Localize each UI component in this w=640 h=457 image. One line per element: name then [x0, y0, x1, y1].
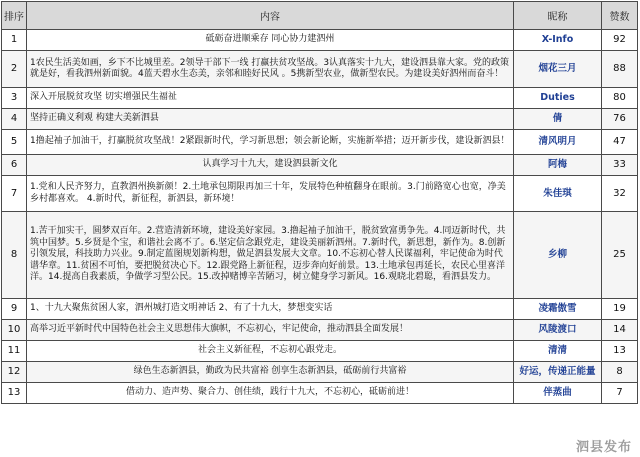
- table-row: [2, 362, 638, 383]
- row-content: 高举习近平新时代中国特色社会主义思想伟大旗帜，不忘初心，牢记使命，推动泗县全面发展！: [27, 320, 514, 341]
- row-votes: 80: [602, 88, 638, 109]
- row-rank: 4: [2, 109, 27, 130]
- table-row: [2, 341, 638, 362]
- row-votes: 33: [602, 155, 638, 176]
- table-row: [2, 299, 638, 320]
- row-nickname: 倩: [514, 109, 602, 130]
- row-content: 借动力、造声势、聚合力、创佳绩，践行十九大，不忘初心，砥砺前进！: [27, 383, 514, 404]
- header-rank: 排序: [2, 2, 27, 30]
- row-content: 1、十九大聚焦贫困人家，泗州城打造文明神话 2、有了十九大，梦想变实话: [27, 299, 514, 320]
- row-rank: 12: [2, 362, 27, 383]
- row-rank: 3: [2, 88, 27, 109]
- row-votes: 76: [602, 109, 638, 130]
- row-content: 社会主义新征程，不忘初心跟党走。: [27, 341, 514, 362]
- row-nickname: 凌霜傲雪: [514, 299, 602, 320]
- table-row: [2, 212, 638, 299]
- row-rank: 1: [2, 30, 27, 51]
- table-row: [2, 109, 638, 130]
- row-votes: 32: [602, 176, 638, 212]
- row-nickname: 阿梅: [514, 155, 602, 176]
- row-rank: 2: [2, 51, 27, 88]
- row-rank: 9: [2, 299, 27, 320]
- header-content: 内容: [27, 2, 514, 30]
- row-rank: 11: [2, 341, 27, 362]
- row-votes: 8: [602, 362, 638, 383]
- table-row: [2, 155, 638, 176]
- row-content: 认真学习十九大，建设泗县新文化: [27, 155, 514, 176]
- header-votes: 赞数: [602, 2, 638, 30]
- row-content: 1.党和人民齐努力，直教泗州换新颜！2.土地承包期限再加三十年，发展特色种植翻身在眼前。3.门前路宽心也宽，净美乡村都喜欢。 4.新时代，新征程，新泗县，新环境！: [27, 176, 514, 212]
- row-rank: 8: [2, 212, 27, 299]
- row-content: 1撸起袖子加油干，打赢脱贫攻坚战！2紧跟新时代，学习新思想；领会新论断，实施新举措；迈开新步伐，建设新泗县！: [27, 130, 514, 155]
- table-row: [2, 320, 638, 341]
- row-rank: 7: [2, 176, 27, 212]
- row-nickname: 清清: [514, 341, 602, 362]
- watermark-logo: 泗县发布: [575, 440, 632, 455]
- row-nickname: 乡柳: [514, 212, 602, 299]
- row-votes: 19: [602, 299, 638, 320]
- row-votes: 25: [602, 212, 638, 299]
- table-row: [2, 30, 638, 51]
- table-row: [2, 51, 638, 88]
- row-nickname: 风陵渡口: [514, 320, 602, 341]
- row-nickname: 朱佳琪: [514, 176, 602, 212]
- row-content: 坚持正确义利观 构建大美新泗县: [27, 109, 514, 130]
- row-content: 1农民生活美如画，乡下不比城里差。2领导干部下一线 打赢扶贫攻坚战。3认真落实十九大，建设泗县靠大家。党的政策就是好，看我泗州新面貌。4蓝天碧水生态美，亲邻和睦好民风 。5携新型农业，做新型农民。为建设美好泗州而奋斗！: [27, 51, 514, 88]
- row-nickname: 好运，传递正能量: [514, 362, 602, 383]
- row-nickname: 清风明月: [514, 130, 602, 155]
- row-votes: 7: [602, 383, 638, 404]
- table-row: [2, 383, 638, 404]
- row-nickname: 烟花三月: [514, 51, 602, 88]
- row-rank: 5: [2, 130, 27, 155]
- row-votes: 13: [602, 341, 638, 362]
- row-nickname: 伴蒸曲: [514, 383, 602, 404]
- row-nickname: Duties: [514, 88, 602, 109]
- row-content: 1.苦干加实干，圆梦双百年。2.营造清新环境，建设美好家园。3.撸起袖子加油干，脱贫致富勇争先。4.同迈新时代，共筑中国梦。5.乡贤是个宝，和谐社会离不了。6.坚定信念跟党走，建设美丽新泗州。7.新时代，新思想，新作为。8.创新引领发展，科技助力兴业。9.制定蓝图规划新构想，做足泗县发展大文章。10.不忘初心替人民谋福利，牢记使命为时代谱华章。11.贫困不可怕，要把脱贫决心下。12.跟党路上新征程，迈步奔向好前景。13.土地承包再延长，农民心里喜洋洋。14.提高自我素质，争做学习型公民。15.改掉赌博辛苦陋习，树立健身学习新风。16.观晓北碧聪，看泗县发力。: [27, 212, 514, 299]
- row-nickname: X-Info: [514, 30, 602, 51]
- table-row: [2, 88, 638, 109]
- table-row: [2, 130, 638, 155]
- row-content: 绿色生态新泗县，勤政为民共富裕 创享生态新泗县，砥砺前行共富裕: [27, 362, 514, 383]
- row-content: 砥砺奋进顺乘存 同心协力建泗州: [27, 30, 514, 51]
- row-rank: 6: [2, 155, 27, 176]
- header-nickname: 昵称: [514, 2, 602, 30]
- row-rank: 10: [2, 320, 27, 341]
- ranking-table: [1, 1, 638, 404]
- table-header-row: [2, 2, 638, 30]
- row-votes: 88: [602, 51, 638, 88]
- row-rank: 13: [2, 383, 27, 404]
- table-row: [2, 176, 638, 212]
- row-votes: 47: [602, 130, 638, 155]
- row-votes: 14: [602, 320, 638, 341]
- row-votes: 92: [602, 30, 638, 51]
- row-content: 深入开展脱贫攻坚 切实增强民生福祉: [27, 88, 514, 109]
